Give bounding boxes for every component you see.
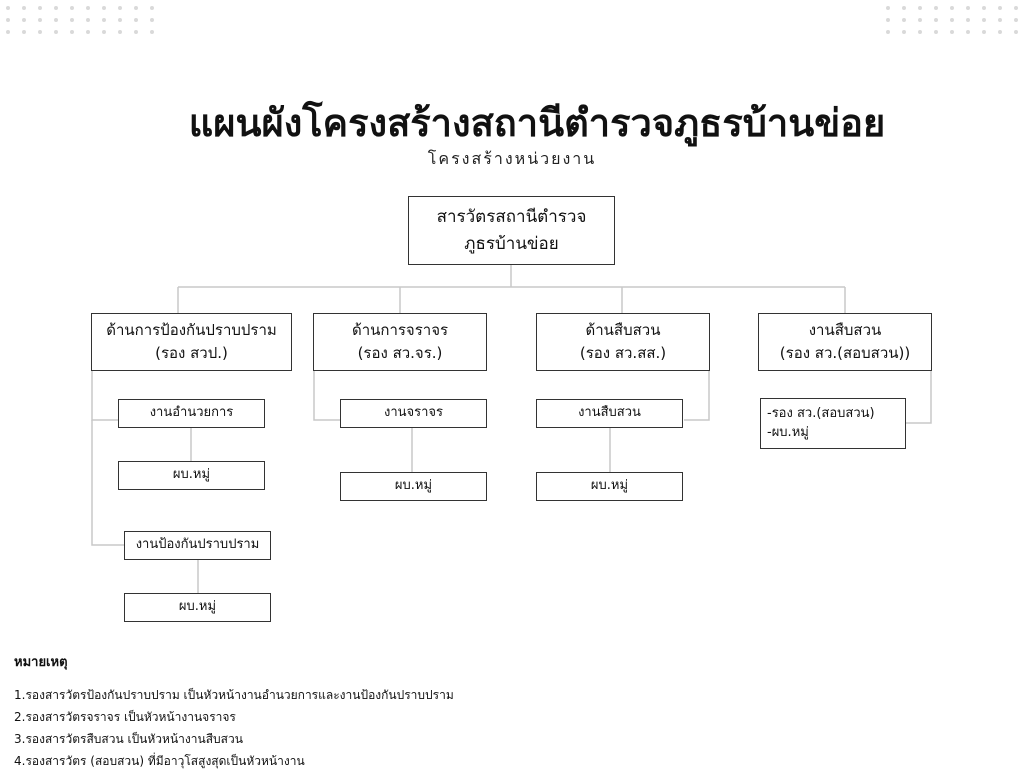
inquiry-line1: -รอง สว.(สอบสวน) xyxy=(767,405,875,421)
root-line2: ภูธรบ้านข่อย xyxy=(464,233,559,254)
division-sublabel: (รอง สวป.) xyxy=(155,344,228,362)
unit-investigation-box: งานสืบสวน xyxy=(536,399,683,428)
note-item: 1.รองสารวัตรป้องกันปราบปราม เป็นหัวหน้างานอำนวยการและงานป้องกันปราบปราม xyxy=(14,688,454,702)
division-label: งานสืบสวน xyxy=(808,320,882,339)
division-sublabel: (รอง สว.(สอบสวน)) xyxy=(779,344,911,362)
unit-traffic-head-box: ผบ.หมู่ xyxy=(340,472,487,501)
note-item: 2.รองสารวัตรจราจร เป็นหัวหน้างานจราจร xyxy=(14,710,236,724)
unit-admin-box: งานอำนวยการ xyxy=(118,399,265,428)
division-label: ด้านการป้องกันปราบปราม xyxy=(106,320,277,339)
notes-heading: หมายเหตุ xyxy=(14,655,68,670)
unit-admin-head-box: ผบ.หมู่ xyxy=(118,461,265,490)
root-box xyxy=(408,196,615,265)
unit-prevention-box: งานป้องกันปราบปราม xyxy=(124,531,271,560)
unit-investigation-head-box: ผบ.หมู่ xyxy=(536,472,683,501)
division-investigation-box xyxy=(536,313,710,371)
inquiry-line2: -ผบ.หมู่ xyxy=(767,424,809,440)
division-sublabel: (รอง สว.สส.) xyxy=(579,344,667,362)
unit-inquiry-box xyxy=(760,398,906,449)
root-line1: สารวัตรสถานีตำรวจ xyxy=(436,207,587,228)
page-title: แผนผังโครงสร้างสถานีตำรวจภูธรบ้านข่อย xyxy=(188,101,886,145)
note-item: 4.รองสารวัตร (สอบสวน) ที่มีอาวุโสสูงสุดเป็นหัวหน้างาน xyxy=(14,754,305,768)
division-traffic-box xyxy=(313,313,487,371)
unit-traffic-box: งานจราจร xyxy=(340,399,487,428)
unit-prevention-head-box: ผบ.หมู่ xyxy=(124,593,271,622)
note-item: 3.รองสารวัตรสืบสวน เป็นหัวหน้างานสืบสวน xyxy=(14,732,243,746)
division-sublabel: (รอง สว.จร.) xyxy=(357,344,443,362)
notes-section xyxy=(14,651,454,774)
division-label: ด้านสืบสวน xyxy=(585,320,661,339)
division-label: ด้านการจราจร xyxy=(351,320,449,339)
page-subtitle: โครงสร้างหน่วยงาน xyxy=(427,149,597,168)
division-prevention-box xyxy=(91,313,292,371)
division-inquiry-box xyxy=(758,313,932,371)
